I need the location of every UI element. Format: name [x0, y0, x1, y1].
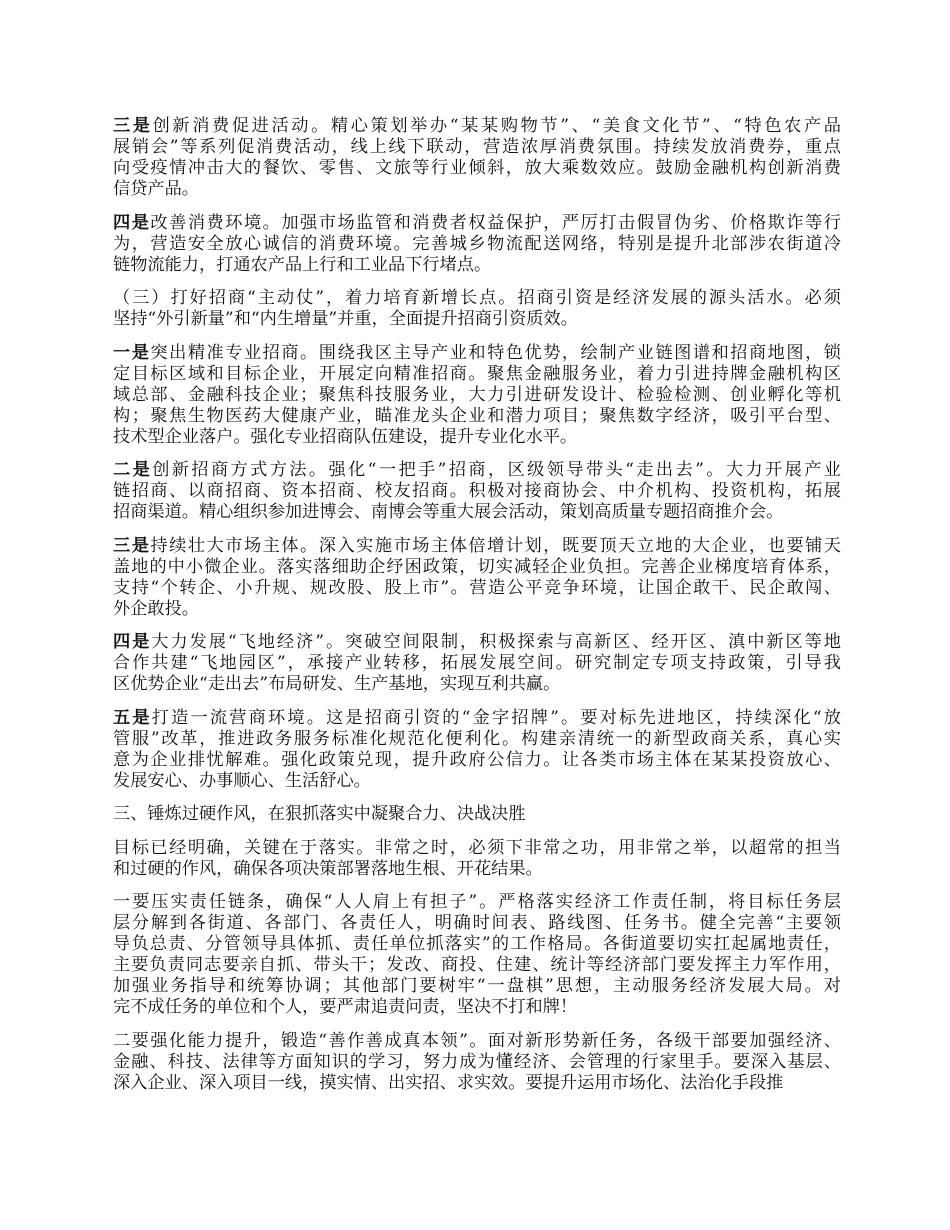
paragraph [113, 804, 841, 825]
line-text: 发展安心、办事顺心、生活舒心。 [113, 770, 371, 791]
line-text: 金融、科技、法律等方面知识的学习，努力成为懂经济、会管理的行家里手。要深入基层、 [113, 1051, 841, 1072]
paragraph-lead: 四是 [113, 632, 152, 652]
text-line [113, 536, 841, 557]
line-text: 链物流能力，打通农产品上行和工业品下行堵点。 [113, 254, 492, 275]
paragraph-lead: 三是 [113, 116, 153, 136]
text-line [113, 729, 841, 750]
text-line [113, 481, 841, 502]
line-text: 域总部、金融科技企业；聚焦科技服务业，大力引进研发设计、检验检测、创业孵化等机 [113, 384, 841, 405]
line-text: 深入企业、深入项目一线，摸实情、出实招、求实效。要提升运用市场化、法治化手段推 [113, 1072, 784, 1093]
line-text: 目标已经明确，关键在于落实。非常之时，必须下非常之功，用非常之举，以超常的担当 [113, 837, 841, 858]
line-text: 创新招商方式方法。强化“一把手”招商，区级领导带头“走出去”。大力开展产业 [152, 460, 841, 480]
paragraph-lead: 三是 [113, 535, 151, 556]
line-text: 向受疫情冲击大的餐饮、零售、文旅等行业倾斜，放大乘数效应。鼓励金融机构创新消费 [113, 158, 841, 178]
line-text: 三、锤炼过硬作风，在狠抓落实中凝聚合力、决战决胜 [113, 804, 526, 824]
line-text: 加强业务指导和统筹协调；其他部门要树牢“一盘棋”思想，主动服务经济发展大局。对 [113, 976, 841, 996]
line-text: 打造一流营商环境。这是招商引资的“金字招牌”。要对标先进地区，持续深化“放 [151, 707, 841, 728]
text-line [113, 1073, 841, 1094]
text-line [113, 158, 841, 179]
line-text: 链招商、以商招商、资本招商、校友招商。积极对接商协会、中介机构、投资机构，拓展 [113, 481, 841, 501]
line-text: 招商渠道。精心组织参加进博会、南博会等重大展会活动，策划高质量专题招商推介会。 [113, 502, 784, 522]
paragraph [113, 116, 841, 200]
text-line [113, 1052, 841, 1073]
paragraph [113, 460, 841, 523]
line-text: 外企敢投。 [113, 598, 199, 619]
line-text: （三）打好招商“主动仗”，着力培育新增长点。招商引资是经济发展的源头活水。必须 [113, 288, 841, 308]
line-text: 展销会”等系列促消费活动，线上线下联动，营造浓厚消费氛围。持续发放消费券，重点 [113, 137, 841, 157]
text-line [113, 674, 841, 695]
text-line [113, 599, 841, 620]
paragraph [113, 343, 841, 448]
text-line [113, 892, 841, 913]
paragraph [113, 1031, 841, 1094]
line-text: 改善消费环境。加强市场监管和消费者权益保护，严厉打击假冒伪劣、价格欺诈等行 [150, 212, 841, 233]
line-text: 意为企业排忧解难。强化政策兑现，提升政府公信力。让各类市场主体在某某投资放心、 [113, 749, 841, 770]
line-text: 导负总责、分管领导具体抓、责任单位抓落实”的工作格局。各街道要切实扛起属地责任， [113, 934, 841, 954]
line-text: 合作共建“飞地园区”，承接产业转移，拓展发展空间。研究制定专项支持政策，引导我 [113, 653, 841, 673]
paragraph [113, 892, 841, 1018]
text-line [113, 406, 841, 427]
text-line [113, 502, 841, 523]
line-text: 为，营造安全放心诚信的消费环境。完善城乡物流配送网络，特别是提升北部涉农街道冷 [113, 233, 841, 254]
line-text: 创新消费促进活动。精心策划举办“某某购物节”、“美食文化节”、“特色农产品 [152, 116, 841, 136]
text-line [113, 653, 841, 674]
document-page [113, 116, 841, 1106]
text-line [113, 976, 841, 997]
line-text: 完不成任务的单位和个人，要严肃追责问责，坚决不打和牌！ [113, 997, 578, 1017]
text-line [113, 997, 841, 1018]
line-text: 和过硬的作风，确保各项决策部署落地生根、开花结果。 [113, 858, 543, 879]
line-text: 技术型企业落户。强化专业招商队伍建设，提升专业化水平。 [113, 426, 578, 447]
paragraph [113, 708, 841, 792]
text-line [113, 116, 841, 137]
line-text: 构；聚焦生物医药大健康产业，瞄准龙头企业和潜力项目；聚焦数字经济，吸引平台型、 [113, 405, 841, 426]
text-line [113, 578, 841, 599]
text-line [113, 557, 841, 578]
text-line [113, 771, 841, 792]
text-line [113, 460, 841, 481]
paragraph [113, 288, 841, 330]
text-line [113, 213, 841, 234]
text-line [113, 179, 841, 200]
line-text: 主要负责同志要亲自抓、带头干；发改、商投、住建、统计等经济部门要发挥主力军作用， [113, 955, 841, 975]
line-text: 定目标区域和目标企业，开展定向精准招商。聚焦金融服务业，着力引进持牌金融机构区 [113, 363, 841, 384]
text-line [113, 234, 841, 255]
paragraph-lead: 四是 [113, 212, 151, 233]
text-line [113, 955, 841, 976]
line-text: 持续壮大市场主体。深入实施市场主体倍增计划，既要顶天立地的大企业，也要铺天 [150, 535, 841, 556]
line-text: 突出精准专业招商。围绕我区主导产业和特色优势，绘制产业链图谱和招商地图，锁 [150, 342, 841, 363]
text-line [113, 255, 841, 276]
text-line [113, 288, 841, 309]
paragraph-lead: 一是 [113, 342, 151, 363]
line-text: 二要强化能力提升，锻造“善作善成真本领”。面对新形势新任务，各级干部要加强经济、 [113, 1030, 841, 1051]
paragraph [113, 213, 841, 276]
paragraph-lead: 五是 [113, 707, 152, 728]
line-text: 区优势企业“走出去”布局研发、生产基地，实现互利共赢。 [113, 674, 561, 694]
text-line [113, 859, 841, 880]
text-line [113, 427, 841, 448]
line-text: 坚持“外引新量”和“内生增量”并重，全面提升招商引资质效。 [113, 309, 578, 329]
text-line [113, 750, 841, 771]
line-text: 支持“个转企、小升规、规改股、股上市”。营造公平竞争环境，让国企敢干、民企敢闯、 [113, 577, 841, 598]
line-text: 信贷产品。 [113, 179, 199, 199]
paragraph [113, 536, 841, 620]
text-line [113, 364, 841, 385]
line-text: 一要压实责任链条，确保“人人肩上有担子”。严格落实经济工作责任制，将目标任务层 [113, 892, 841, 912]
line-text: 盖地的中小微企业。落实落细助企纾困政策，切实减轻企业负担。完善企业梯度培育体系， [113, 556, 841, 577]
text-line [113, 1031, 841, 1052]
text-line [113, 804, 841, 825]
text-line [113, 838, 841, 859]
paragraph [113, 838, 841, 880]
text-line [113, 913, 841, 934]
text-line [113, 708, 841, 729]
text-line [113, 309, 841, 330]
line-text: 层分解到各街道、各部门、各责任人，明确时间表、路线图、任务书。健全完善“主要领 [113, 913, 841, 933]
text-line [113, 385, 841, 406]
text-line [113, 343, 841, 364]
text-line [113, 137, 841, 158]
text-line [113, 632, 841, 653]
line-text: 大力发展“飞地经济”。突破空间限制，积极探索与高新区、经开区、滇中新区等地 [151, 632, 841, 652]
paragraph [113, 632, 841, 695]
text-line [113, 934, 841, 955]
paragraph-lead: 二是 [113, 460, 153, 480]
line-text: 管服”改革，推进政务服务标准化规范化便利化。构建亲清统一的新型政商关系，真心实 [113, 728, 841, 749]
